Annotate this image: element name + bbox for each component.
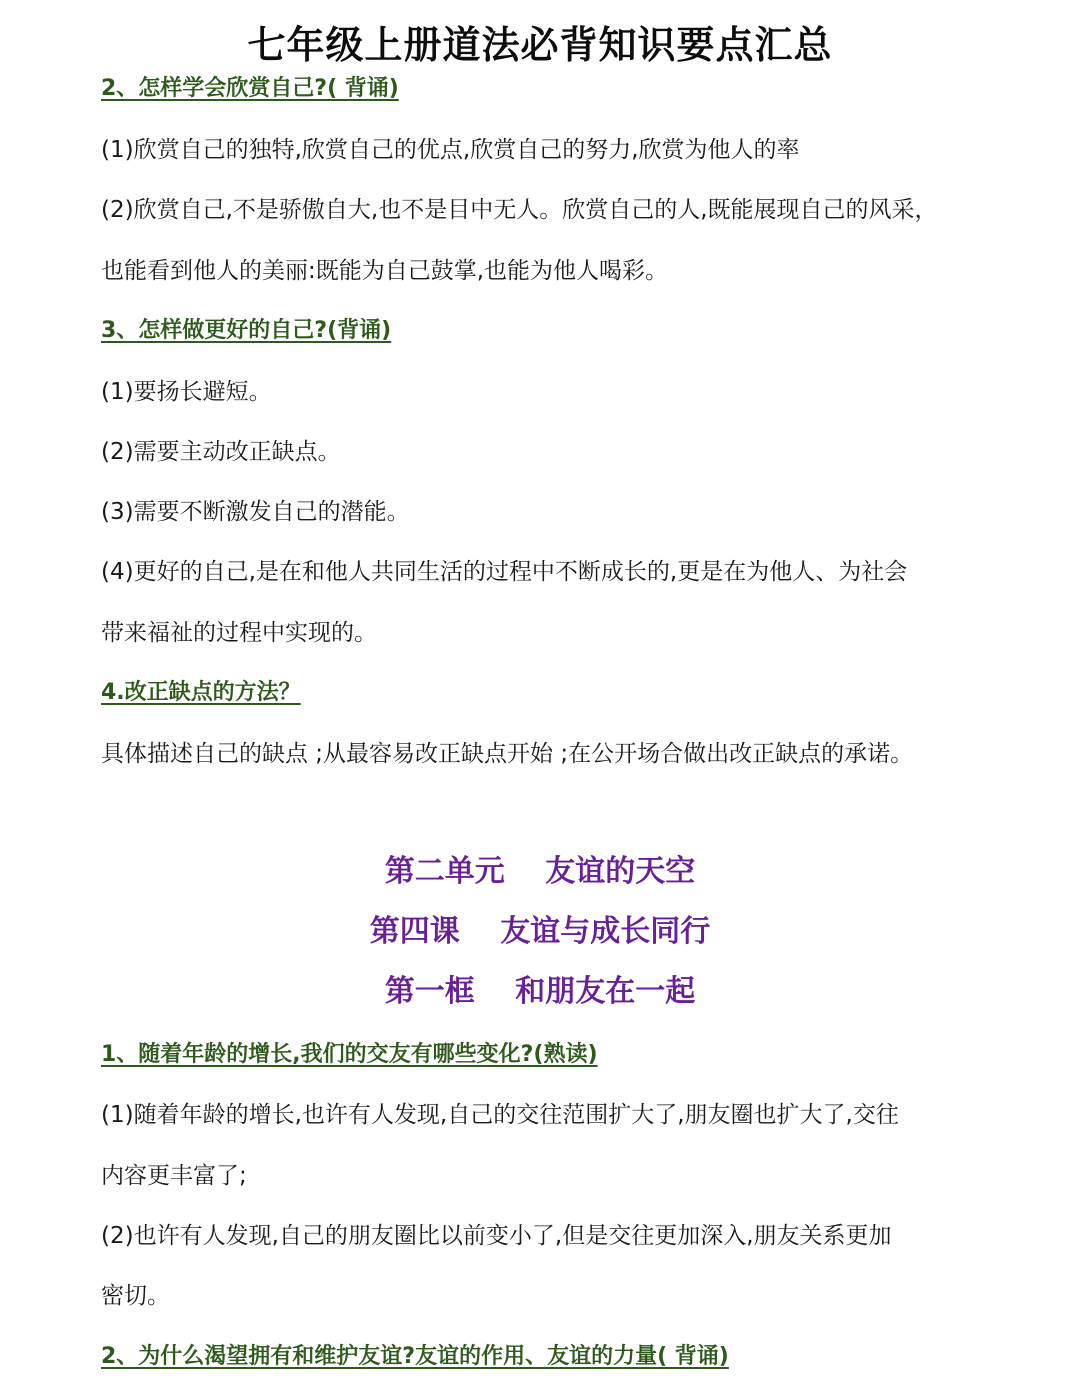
section-heading-friendship-changes: 1、随着年龄的增长,我们的交友有哪些变化?(熟读) [101,1042,598,1067]
unit-title: 第二单元 友谊的天空 [384,854,696,889]
paragraph-line: (1)随着年龄的增长,也许有人发现,自己的交往范围扩大了,朋友圈也扩大了,交往 [101,1102,899,1128]
section-heading-why-friendship: 2、为什么渴望拥有和维护友谊?友谊的作用、友谊的力量( 背诵) [101,1344,729,1369]
frame-title: 第一框 和朋友在一起 [384,974,696,1009]
paragraph-line: (4)更好的自己,是在和他人共同生活的过程中不断成长的,更是在为他人、为社会 [101,559,908,585]
paragraph-line: 内容更丰富了; [101,1163,247,1189]
paragraph-line: 具体描述自己的缺点 ;从最容易改正缺点开始 ;在公开场合做出改正缺点的承诺。 [101,741,914,767]
paragraph-line: (1)欣赏自己的独特,欣赏自己的优点,欣赏自己的努力,欣赏为他人的率 [101,137,800,163]
paragraph-line: 带来福祉的过程中实现的。 [101,620,377,646]
section-heading-better-self: 3、怎样做更好的自己?(背诵) [101,318,392,343]
paragraph-line: (2)欣赏自己,不是骄傲自大,也不是目中无人。欣赏自己的人,既能展现自己的风采， [101,197,938,223]
paragraph-line: (2)也许有人发现,自己的朋友圈比以前变小了,但是交往更加深入,朋友关系更加 [101,1223,892,1249]
section-heading-appreciate-self: 2、怎样学会欣赏自己?( 背诵) [101,76,399,101]
paragraph-line: 也能看到他人的美丽:既能为自己鼓掌,也能为他人喝彩。 [101,258,669,284]
section-heading-fix-shortcomings: 4.改正缺点的方法？ [101,680,301,705]
lesson-title: 第四课 友谊与成长同行 [369,914,711,949]
paragraph-line: (2)需要主动改正缺点。 [101,439,341,465]
page-title: 七年级上册道法必背知识要点汇总 [247,23,833,67]
paragraph-line: (3)需要不断激发自己的潜能。 [101,499,410,525]
paragraph-line: 密切。 [101,1283,170,1309]
paragraph-line: (1)要扬长避短。 [101,379,272,405]
